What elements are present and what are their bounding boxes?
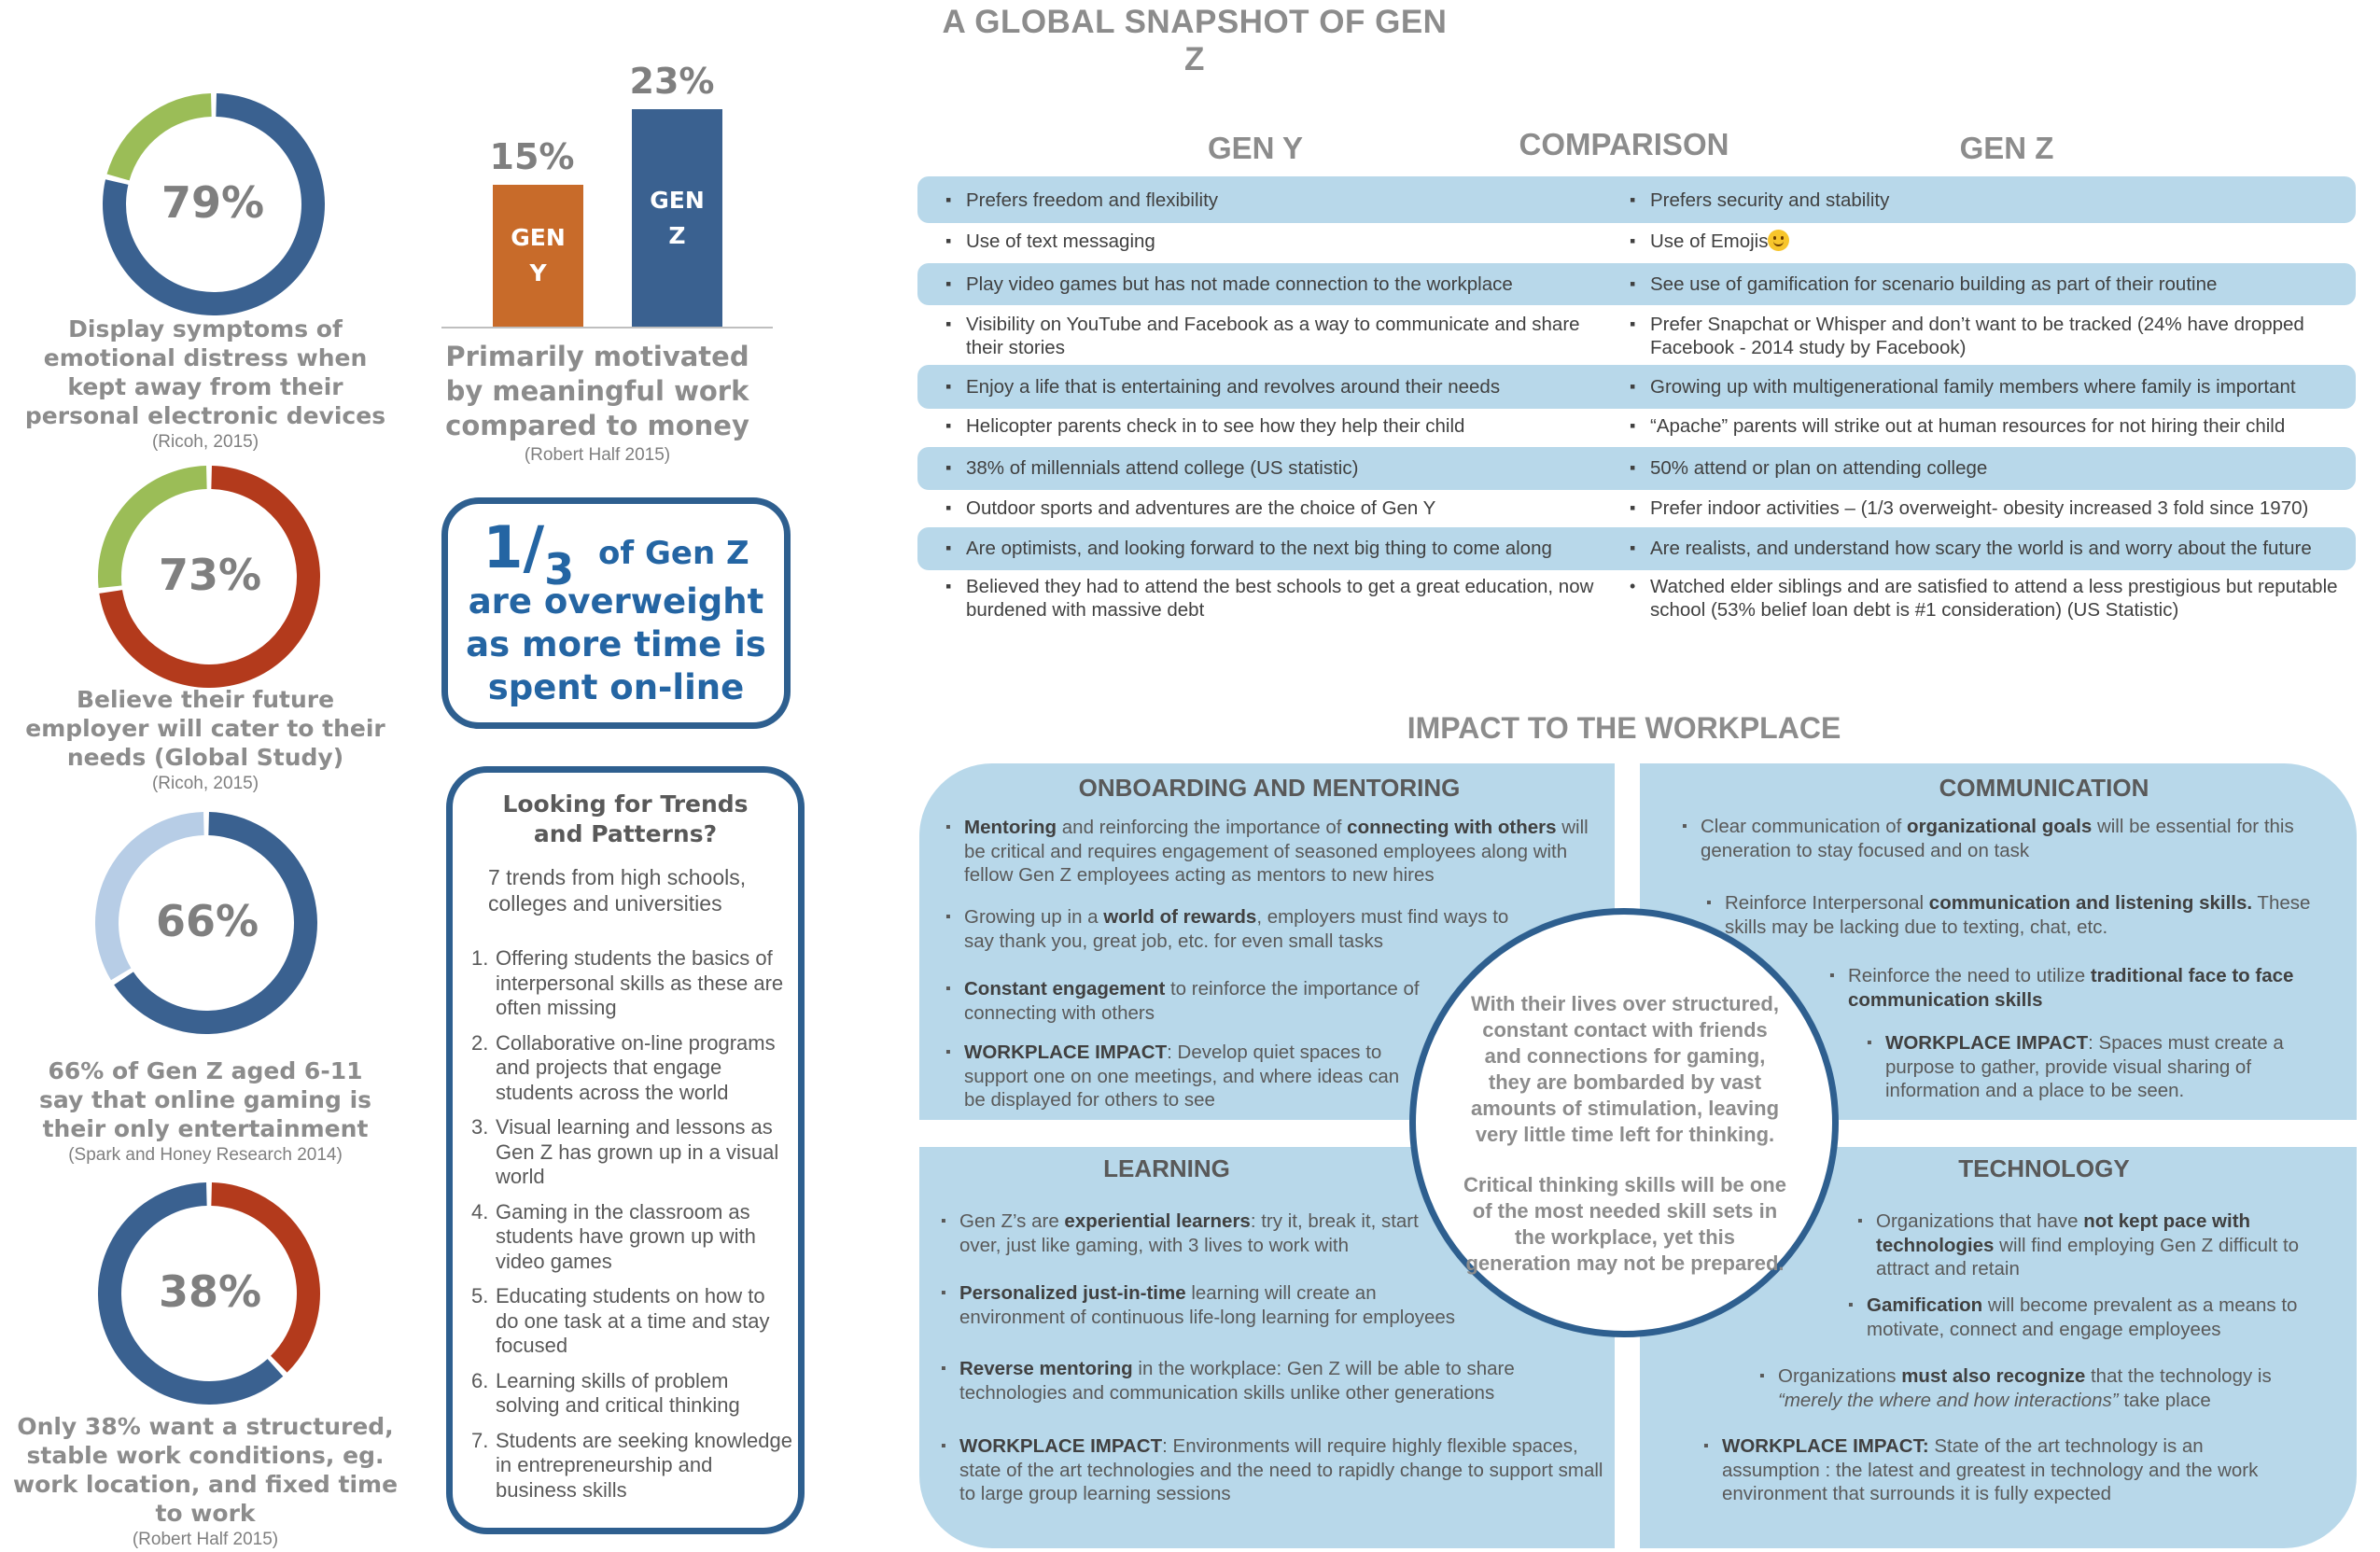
gen-z-text: Prefers security and stability bbox=[1650, 189, 1890, 211]
gen-y-text: 38% of millennials attend college (US statistic) bbox=[966, 457, 1359, 479]
communication-item-4 bbox=[1867, 1031, 2324, 1103]
gen-z-cell bbox=[1630, 575, 2341, 622]
gen-y-cell bbox=[945, 575, 1610, 622]
trend-number: 3. bbox=[471, 1115, 489, 1139]
gen-y-text: Are optimists, and looking forward to the next big thing to come along bbox=[966, 538, 1552, 559]
donut-caption-2 bbox=[9, 685, 401, 796]
learning-item-3 bbox=[941, 1357, 1566, 1405]
bullet: ▪ bbox=[1630, 498, 1636, 517]
bar-gen-y bbox=[493, 185, 583, 327]
bullet: ▪ bbox=[1829, 968, 1835, 984]
gen-y-text: Believed they had to attend the best schools to get a great education, now burdened with massive debt bbox=[966, 576, 1594, 621]
comparison-row bbox=[917, 365, 2356, 409]
gen-z-text: Prefer indoor activities – (1/3 overweight- obesity increased 3 fold since 1970) bbox=[1650, 497, 2309, 519]
bullet: ▪ bbox=[945, 416, 952, 435]
onboarding-item-3 bbox=[945, 977, 1449, 1025]
gen-z-cell bbox=[1630, 496, 2341, 520]
donut-caption-3 bbox=[9, 1056, 401, 1167]
gen-y-text: Outdoor sports and adventures are the choice of Gen Y bbox=[966, 497, 1436, 519]
donut-caption-2-line-1: Believe their future bbox=[76, 686, 335, 713]
bullet: ▪ bbox=[1630, 458, 1636, 477]
emphasis: WORKPLACE IMPACT: bbox=[1722, 1435, 1929, 1457]
gen-y-cell bbox=[945, 375, 1610, 398]
item-text: These skills may be lacking due to texting, chat, etc. bbox=[1725, 892, 2311, 938]
donut-caption-1-line-4: personal electronic devices bbox=[24, 402, 386, 429]
donut-caption-1 bbox=[9, 315, 401, 454]
bullet: ▪ bbox=[945, 231, 952, 250]
emphasis: experiential learners bbox=[1064, 1210, 1251, 1232]
emphasis: must also recognize bbox=[1901, 1365, 2086, 1387]
item-text: in the workplace: Gen Z will be able to share technologies and communication skills unlike other generations bbox=[959, 1358, 1515, 1404]
gen-z-text: Growing up with multigenerational family members where family is important bbox=[1650, 376, 2296, 398]
gen-z-text: 50% attend or plan on attending college bbox=[1650, 457, 1988, 479]
bullet: ▪ bbox=[945, 315, 952, 333]
trend-item bbox=[471, 1115, 793, 1190]
trend-item bbox=[471, 1429, 793, 1503]
item-text: take place bbox=[2118, 1389, 2211, 1411]
trends-subtitle: 7 trends from high schools, colleges and universities bbox=[488, 865, 747, 916]
donut-caption-3-line-3: their only entertainment bbox=[42, 1115, 369, 1142]
trends-list bbox=[471, 946, 793, 1513]
emphasis: Reverse mentoring bbox=[959, 1358, 1133, 1379]
bar-source: (Robert Half 2015) bbox=[524, 445, 671, 465]
bar-axis-line bbox=[441, 327, 773, 329]
gen-y-cell bbox=[945, 537, 1610, 560]
gen-z-text: Are realists, and understand how scary the world is and worry about the future bbox=[1650, 538, 2312, 559]
item-text: will be critical and requires engagement of seasoned employees along with fellow Gen Z employees acting as mentors to new hires bbox=[964, 817, 1589, 886]
emphasis: Mentoring bbox=[964, 817, 1057, 838]
gen-z-cell bbox=[1630, 230, 2341, 253]
comparison-header: COMPARISON bbox=[1519, 127, 1729, 161]
item-text: : Spaces must create a purpose to gather, provide visual sharing of information and a place to be seen. bbox=[1885, 1032, 2284, 1101]
gen-y-header: GEN Y bbox=[1207, 131, 1304, 165]
trend-item bbox=[471, 1200, 793, 1275]
trend-text: Educating students on how to do one task at a time and stay focused bbox=[496, 1284, 770, 1357]
trends-title bbox=[453, 790, 798, 849]
trend-number: 1. bbox=[471, 946, 489, 970]
overweight-line-1: of Gen Z bbox=[598, 535, 749, 572]
donut-percent-1: 79% bbox=[161, 177, 265, 228]
gen-y-text: Visibility on YouTube and Facebook as a way to communicate and share their stories bbox=[966, 314, 1580, 358]
gen-y-text: Enjoy a life that is entertaining and revolves around their needs bbox=[966, 376, 1501, 398]
gen-y-text: Use of text messaging bbox=[966, 231, 1155, 252]
trend-number: 7. bbox=[471, 1428, 489, 1452]
item-text: to reinforce the importance of connecting with others bbox=[964, 978, 1420, 1024]
bullet: ▪ bbox=[945, 274, 952, 293]
gen-y-text: Helicopter parents check in to see how they help their child bbox=[966, 415, 1465, 437]
item-text: : Environments will require highly flexible spaces, state of the art technologies and the need to rapidly change to support small to large group learning sessions bbox=[959, 1435, 1603, 1504]
bullet: ▪ bbox=[945, 909, 951, 925]
donut-chart-1 bbox=[96, 91, 329, 315]
item-text: will become prevalent as a means to motivate, connect and engage employees bbox=[1867, 1294, 2298, 1340]
item-text: Gen Z’s are bbox=[959, 1210, 1065, 1232]
center-paragraph-1: With their lives over structured, constant contact with friends and connections for gaming, they are bombarded by vast amounts of stimulation, leaving very little time left for thinking. bbox=[1470, 992, 1780, 1146]
item-text: Reinforce Interpersonal bbox=[1725, 892, 1929, 914]
comparison-row bbox=[917, 176, 2356, 223]
italic-quote: “merely the where and how interactions” bbox=[1778, 1389, 2119, 1411]
bullet: ▪ bbox=[1630, 538, 1636, 557]
emphasis: communication and listening skills. bbox=[1928, 892, 2253, 914]
emphasis: Gamification bbox=[1867, 1294, 1983, 1316]
technology-item-4 bbox=[1703, 1434, 2291, 1506]
onboarding-item-2 bbox=[945, 905, 1515, 953]
donut-caption-1-line-1: Display symptoms of bbox=[68, 315, 343, 343]
item-text: Growing up in a bbox=[964, 906, 1104, 928]
donut-percent-3: 66% bbox=[155, 896, 259, 946]
comparison-row bbox=[917, 493, 2356, 530]
bar-label-gen-z-line-2: Z bbox=[668, 221, 686, 249]
fraction-slash: / bbox=[523, 513, 545, 581]
comparison-row bbox=[917, 263, 2356, 305]
donut-caption-1-line-3: kept away from their bbox=[67, 373, 343, 400]
trend-number: 2. bbox=[471, 1030, 489, 1055]
bar-label-gen-z bbox=[632, 183, 722, 254]
gen-y-text: Play video games but has not made connection to the workplace bbox=[966, 273, 1513, 295]
gen-z-text: “Apache” parents will strike out at human resources for not hiring their child bbox=[1650, 415, 2286, 437]
emphasis: WORKPLACE IMPACT bbox=[1885, 1032, 2089, 1054]
bar-caption-line-2: by meaningful work bbox=[445, 375, 749, 407]
bullet: ▪ bbox=[1682, 818, 1687, 834]
emphasis: world of rewards bbox=[1103, 906, 1257, 928]
item-text: and reinforcing the importance of bbox=[1057, 817, 1348, 838]
bullet: ▪ bbox=[1867, 1035, 1872, 1051]
bullet: ▪ bbox=[1703, 1438, 1709, 1454]
emphasis: Personalized just-in-time bbox=[959, 1282, 1186, 1304]
impact-title: IMPACT TO THE WORKPLACE bbox=[1407, 711, 1841, 745]
bullet: ▪ bbox=[945, 819, 951, 835]
bar-label-gen-z-line-1: GEN bbox=[650, 186, 705, 214]
bar-label-gen-y-line-1: GEN bbox=[511, 224, 566, 251]
comparison-row bbox=[917, 447, 2356, 490]
gen-z-text: Prefer Snapchat or Whisper and don’t want to be tracked (24% have dropped Facebook - 2014 study by Facebook) bbox=[1650, 314, 2304, 358]
item-text: will find employing Gen Z difficult to attract and retain bbox=[1876, 1234, 2300, 1279]
technology-item-2 bbox=[1848, 1293, 2324, 1341]
gen-y-cell bbox=[945, 456, 1610, 480]
learning-item-4 bbox=[941, 1434, 1608, 1506]
onboarding-item-1 bbox=[945, 816, 1608, 888]
donut-caption-4-line-3: work location, and fixed time bbox=[12, 1471, 399, 1498]
trend-number: 4. bbox=[471, 1199, 489, 1223]
bullet: ▪ bbox=[1630, 315, 1636, 333]
bullet: ▪ bbox=[945, 981, 951, 997]
bullet: ▪ bbox=[1759, 1368, 1765, 1384]
bar-value-label-gen-z: 23% bbox=[629, 61, 715, 102]
donut-source-1: (Ricoh, 2015) bbox=[151, 432, 259, 452]
overweight-callout bbox=[441, 497, 791, 729]
communication-item-2 bbox=[1706, 891, 2341, 939]
donut-caption-1-line-2: emotional distress when bbox=[43, 344, 368, 371]
emphasis: WORKPLACE IMPACT bbox=[959, 1435, 1163, 1457]
communication-title: COMMUNICATION bbox=[1939, 774, 2149, 802]
technology-item-3 bbox=[1759, 1364, 2319, 1412]
bullet: ▪ bbox=[1706, 895, 1712, 911]
donut-slice-secondary bbox=[107, 93, 212, 180]
trend-item bbox=[471, 1369, 793, 1419]
bullet: ▪ bbox=[1630, 231, 1636, 250]
emphasis: organizational goals bbox=[1907, 816, 2093, 837]
bullet: ▪ bbox=[941, 1285, 946, 1301]
gen-z-text: See use of gamification for scenario building as part of their routine bbox=[1650, 273, 2218, 295]
donut-caption-2-line-2: employer will cater to their bbox=[25, 715, 385, 742]
gen-y-cell bbox=[945, 273, 1610, 296]
gen-z-cell bbox=[1630, 456, 2341, 480]
onboarding-title: ONBOARDING AND MENTORING bbox=[1078, 774, 1461, 802]
trend-text: Visual learning and lessons as Gen Z has grown up in a visual world bbox=[496, 1115, 779, 1188]
comparison-row bbox=[917, 527, 2356, 570]
bar-value-label-gen-y: 15% bbox=[489, 136, 575, 178]
gen-y-cell bbox=[945, 313, 1610, 359]
bar-caption bbox=[418, 340, 777, 468]
item-text: Organizations bbox=[1778, 1365, 1902, 1387]
donut-chart-4 bbox=[93, 1181, 327, 1405]
bullet: ▪ bbox=[945, 498, 952, 517]
learning-item-2 bbox=[941, 1281, 1482, 1329]
bullet: ▪ bbox=[945, 1044, 951, 1060]
trend-item bbox=[471, 946, 793, 1021]
gen-z-cell bbox=[1630, 375, 2341, 398]
overweight-line-3: as more time is bbox=[466, 624, 766, 664]
bullet: ▪ bbox=[945, 577, 952, 595]
gen-z-text: Watched elder siblings and are satisfied to attend a less prestigious but reputable school (53% belief loan debt is #1 consideration) (US Statistic) bbox=[1650, 576, 2338, 621]
gen-z-header: GEN Z bbox=[1959, 131, 2054, 165]
donut-caption-4-line-2: stable work conditions, eg. bbox=[26, 1442, 385, 1469]
item-text: : try it, break it, start over, just like gaming, with 3 lives to work with bbox=[959, 1210, 1419, 1256]
item-text: : Develop quiet spaces to support one on one meetings, and where ideas can be displayed for others to see bbox=[964, 1042, 1400, 1111]
emphasis: Constant engagement bbox=[964, 978, 1166, 1000]
overweight-line-4: spent on-line bbox=[487, 667, 745, 707]
item-text: Clear communication of bbox=[1701, 816, 1908, 837]
trend-text: Offering students the basics of interpersonal skills as these are often missing bbox=[496, 946, 784, 1019]
item-text: learning will create an environment of continuous life-long learning for employees bbox=[959, 1282, 1456, 1328]
item-text: , employers must find ways to say thank you, great job, etc. for even small tasks bbox=[964, 906, 1509, 952]
donut-caption-4 bbox=[6, 1412, 405, 1552]
bullet: ▪ bbox=[1630, 416, 1636, 435]
trend-text: Gaming in the classroom as students have grown up with video games bbox=[496, 1199, 756, 1273]
bar-label-gen-y-line-2: Y bbox=[529, 259, 547, 287]
gen-y-cell bbox=[945, 496, 1610, 520]
center-paragraph-2: Critical thinking skills will be one of the most needed skill sets in the workplace, yet this generation may not be prepared. bbox=[1463, 1173, 1786, 1275]
communication-item-1 bbox=[1682, 815, 2326, 862]
learning-title: LEARNING bbox=[1103, 1154, 1230, 1182]
bullet: ▪ bbox=[1630, 274, 1636, 293]
bullet: ▪ bbox=[1848, 1297, 1854, 1313]
technology-item-1 bbox=[1857, 1209, 2343, 1281]
comparison-row bbox=[917, 410, 2356, 447]
fraction-denominator: 3 bbox=[544, 544, 575, 594]
item-text: that the technology is bbox=[2085, 1365, 2272, 1387]
gen-z-cell bbox=[1630, 537, 2341, 560]
emphasis: connecting with others bbox=[1347, 817, 1557, 838]
comparison-row bbox=[917, 308, 2356, 364]
comparison-row bbox=[917, 225, 2356, 262]
gen-z-cell bbox=[1630, 414, 2341, 438]
donut-caption-4-line-1: Only 38% want a structured, bbox=[17, 1413, 394, 1440]
trend-number: 6. bbox=[471, 1368, 489, 1392]
trend-text: Learning skills of problem solving and critical thinking bbox=[496, 1368, 740, 1417]
item-text: Organizations that have bbox=[1876, 1210, 2084, 1232]
bullet: ▪ bbox=[941, 1438, 946, 1454]
gen-z-cell bbox=[1630, 273, 2341, 296]
page-title: A GLOBAL SNAPSHOT OF GEN Z bbox=[942, 4, 1448, 77]
donut-source-3: (Spark and Honey Research 2014) bbox=[68, 1145, 343, 1165]
bullet: ▪ bbox=[945, 377, 952, 396]
donut-caption-3-line-2: say that online gaming is bbox=[38, 1086, 372, 1113]
bullet: ▪ bbox=[941, 1213, 946, 1229]
trends-panel bbox=[446, 766, 805, 1534]
bullet: ▪ bbox=[1630, 377, 1636, 396]
overweight-line-2: are overweight bbox=[468, 581, 764, 622]
donut-caption-2-line-3: needs (Global Study) bbox=[66, 744, 344, 771]
gen-z-text: Use of Emojis bbox=[1650, 231, 1769, 252]
emphasis: not kept pace with technologies bbox=[1876, 1210, 2251, 1256]
comparison-row bbox=[917, 573, 2356, 629]
bar-caption-line-3: compared to money bbox=[445, 410, 749, 441]
smiley-emoji-icon bbox=[1768, 230, 1789, 251]
trend-text: Collaborative on-line programs and projects that engage students across the world bbox=[496, 1030, 776, 1104]
trend-text: Students are seeking knowledge in entrepreneurship and business skills bbox=[496, 1428, 792, 1502]
trends-title-line-1: Looking for Trends bbox=[502, 790, 749, 818]
trend-item bbox=[471, 1284, 793, 1359]
emphasis: WORKPLACE IMPACT bbox=[964, 1042, 1168, 1063]
overweight-body bbox=[448, 580, 784, 709]
gen-z-cell bbox=[1630, 189, 2341, 212]
gen-y-cell bbox=[945, 189, 1610, 212]
fraction-numerator: 1 bbox=[483, 513, 524, 581]
donut-source-2: (Ricoh, 2015) bbox=[151, 774, 259, 793]
gen-y-cell bbox=[945, 230, 1610, 253]
emphasis: traditional face to face communication skills bbox=[1848, 965, 2294, 1011]
bullet: ▪ bbox=[945, 458, 952, 477]
donut-percent-4: 38% bbox=[158, 1266, 262, 1317]
bar-chart bbox=[439, 47, 775, 336]
trend-item bbox=[471, 1031, 793, 1106]
learning-item-1 bbox=[941, 1209, 1426, 1257]
donut-source-4: (Robert Half 2015) bbox=[132, 1530, 279, 1549]
bar-gen-z bbox=[632, 109, 722, 327]
bullet: ▪ bbox=[945, 190, 952, 209]
donut-percent-2: 73% bbox=[158, 550, 262, 600]
bullet: • bbox=[1630, 577, 1636, 595]
gen-z-cell bbox=[1630, 313, 2341, 359]
donut-chart-3 bbox=[91, 810, 324, 1034]
item-text: will be essential for this generation to stay focused and on task bbox=[1701, 816, 2294, 861]
trends-title-line-2: and Patterns? bbox=[533, 820, 718, 847]
onboarding-item-4 bbox=[945, 1041, 1407, 1112]
gen-y-cell bbox=[945, 414, 1610, 438]
donut-caption-3-line-1: 66% of Gen Z aged 6-11 bbox=[48, 1057, 363, 1084]
technology-title: TECHNOLOGY bbox=[1958, 1154, 2130, 1182]
donut-caption-4-line-4: to work bbox=[155, 1500, 256, 1527]
trend-number: 5. bbox=[471, 1284, 489, 1307]
bullet: ▪ bbox=[1630, 190, 1636, 209]
item-text: Reinforce the need to utilize bbox=[1848, 965, 2091, 986]
gen-y-text: Prefers freedom and flexibility bbox=[966, 189, 1219, 211]
donut-chart-2 bbox=[93, 464, 327, 688]
item-text: State of the art technology is an assumption : the latest and greatest in technology and the work environment that surrounds it is fully expected bbox=[1722, 1435, 2259, 1504]
bar-caption-line-1: Primarily motivated bbox=[445, 341, 749, 372]
center-circle bbox=[1409, 908, 1839, 1337]
bullet: ▪ bbox=[941, 1361, 946, 1377]
communication-item-3 bbox=[1829, 964, 2333, 1012]
bullet: ▪ bbox=[945, 538, 952, 557]
bullet: ▪ bbox=[1857, 1213, 1863, 1229]
bar-label-gen-y bbox=[493, 220, 583, 291]
